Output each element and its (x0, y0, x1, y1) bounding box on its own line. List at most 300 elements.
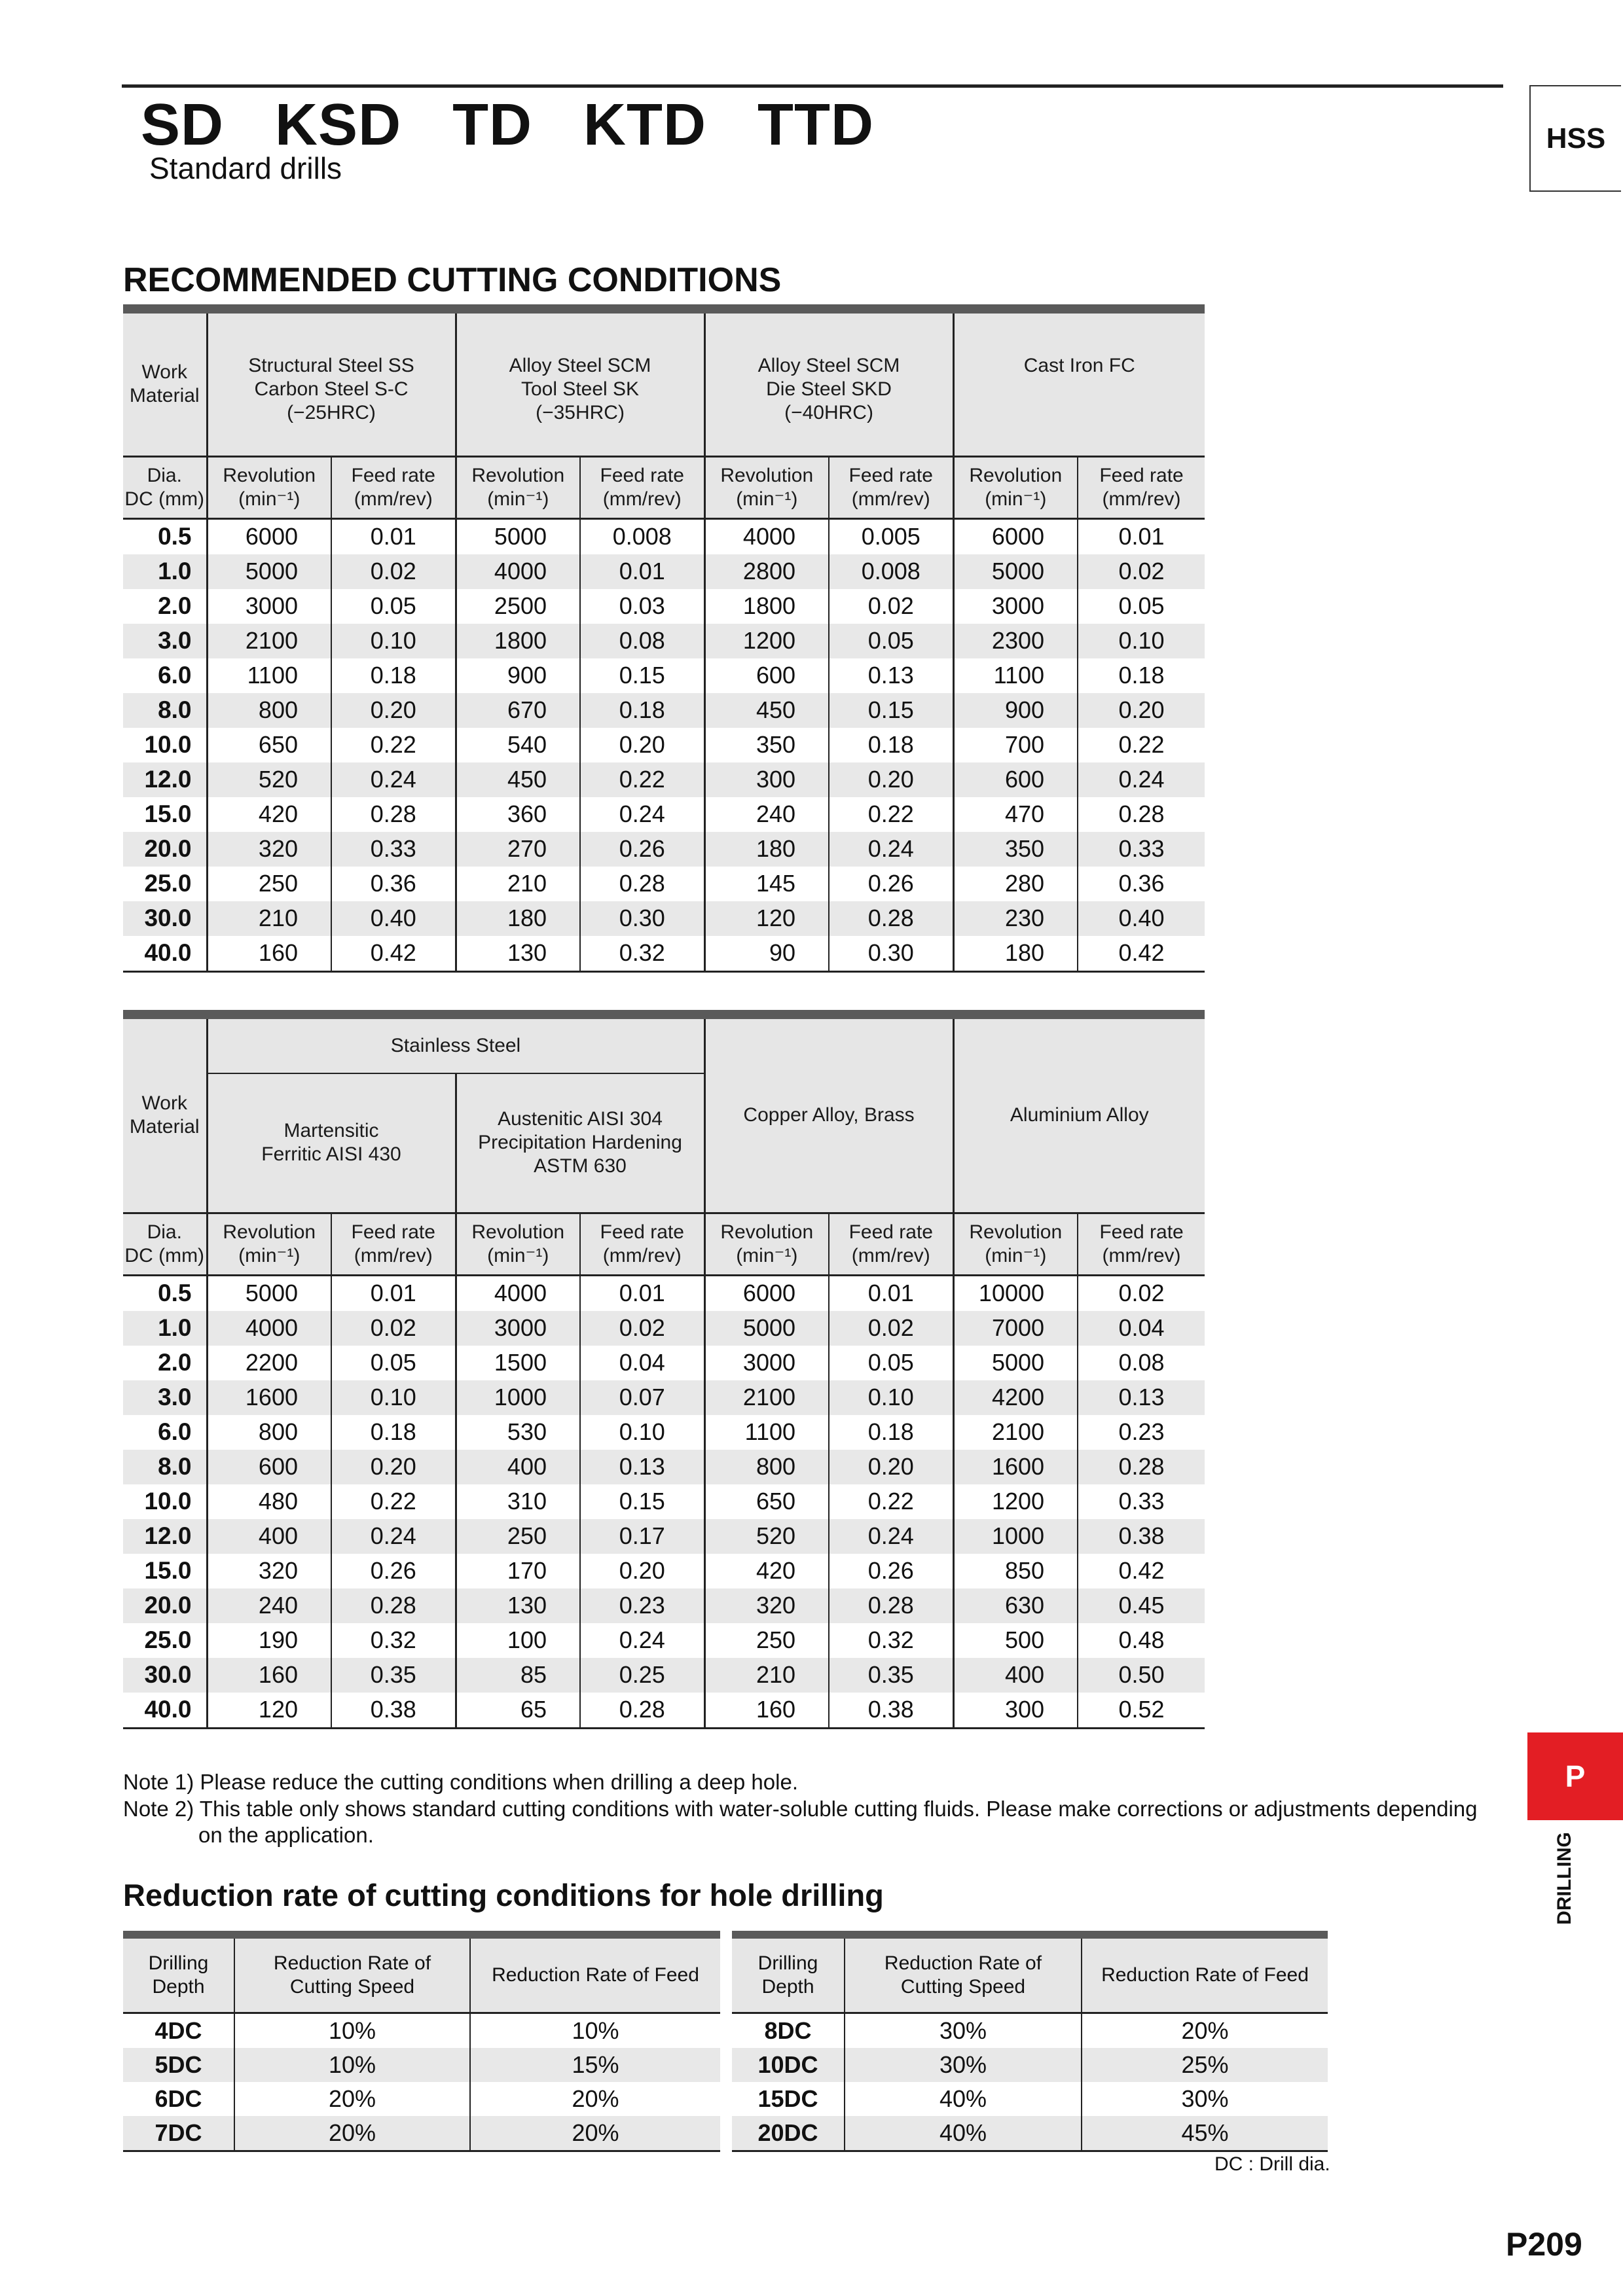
drilling-depth-cell: 8DC (764, 2017, 812, 2044)
feed-rate-cell: 0.10 (331, 1380, 456, 1415)
revolution-cell: 190 (207, 1623, 331, 1658)
feed-rate-cell: 0.10 (580, 1415, 704, 1450)
feed-rate-cell: 0.24 (1078, 762, 1205, 797)
revolution-cell: 650 (207, 728, 331, 762)
revolution-cell: 800 (207, 693, 331, 728)
revolution-cell: 850 (953, 1554, 1078, 1588)
drilling-depth-cell: 10DC (732, 2048, 845, 2082)
feed-label: Feed rate (mm/rev) (331, 456, 456, 518)
revolution-cell: 270 (456, 832, 580, 867)
hss-tag: HSS (1529, 85, 1621, 192)
rev-label: Revolution (min⁻¹) (207, 1213, 331, 1275)
feed-rate-cell: 0.01 (580, 554, 704, 589)
feed-rate-cell: 0.45 (1078, 1588, 1205, 1623)
revolution-cell: 250 (456, 1519, 580, 1554)
revolution-cell: 3000 (207, 589, 331, 624)
feed-rate-cell: 0.02 (1078, 1275, 1205, 1311)
revolution-cell: 1800 (704, 589, 829, 624)
feed-rate-cell: 0.22 (331, 728, 456, 762)
martensitic-header (207, 1073, 456, 1213)
feed-rate-cell: 0.02 (331, 1311, 456, 1346)
feed-rate-cell: 0.28 (331, 797, 456, 832)
page-subtitle: Standard drills (149, 151, 342, 185)
cutting-conditions-table-2 (123, 1010, 1205, 1729)
feed-rate-cell: 0.05 (1078, 589, 1205, 624)
table-row (123, 762, 1205, 797)
feed-rate-cell: 0.02 (331, 554, 456, 589)
revolution-cell: 5000 (207, 1275, 331, 1311)
revolution-cell: 6000 (953, 518, 1078, 554)
revolution-cell: 470 (953, 797, 1078, 832)
revolution-cell: 1000 (953, 1519, 1078, 1554)
dia-cell: 15.0 (144, 800, 192, 827)
revolution-cell: 300 (704, 762, 829, 797)
work-material-label: Work Material (123, 1014, 207, 1213)
revolution-cell: 320 (207, 832, 331, 867)
dia-cell: 20.0 (123, 832, 207, 867)
revolution-cell: 1100 (953, 658, 1078, 693)
revolution-cell: 4000 (456, 554, 580, 589)
feed-rate-cell: 0.08 (580, 624, 704, 658)
drilling-depth-cell: 5DC (123, 2048, 234, 2082)
revolution-cell: 7000 (953, 1311, 1078, 1346)
table-row (732, 2116, 1328, 2151)
dia-cell: 1.0 (123, 1311, 207, 1346)
revolution-cell: 6000 (704, 1275, 829, 1311)
speed-reduction-cell: 30% (845, 2048, 1082, 2082)
reduction-table-right (732, 1931, 1328, 2152)
revolution-cell: 160 (207, 936, 331, 972)
feed-rate-cell: 0.24 (580, 1623, 704, 1658)
revolution-cell: 450 (704, 693, 829, 728)
note-2-continued: on the application. (198, 1823, 374, 1847)
dia-cell: 1.0 (123, 554, 207, 589)
drilling-depth-cell: 15DC (757, 2085, 818, 2112)
revolution-cell: 4000 (704, 518, 829, 554)
revolution-cell: 300 (953, 1693, 1078, 1729)
revolution-cell: 360 (456, 797, 580, 832)
feed-rate-cell: 0.10 (331, 624, 456, 658)
feed-rate-cell: 0.02 (829, 1311, 953, 1346)
speed-reduction-cell: 40% (845, 2082, 1082, 2116)
austenitic-header (456, 1073, 704, 1213)
feed-rate-cell: 0.02 (829, 589, 953, 624)
material-group-2 (456, 309, 704, 456)
feed-rate-cell: 0.05 (331, 1346, 456, 1380)
revolution-cell: 650 (704, 1484, 829, 1519)
dia-cell: 10.0 (144, 731, 192, 758)
feed-rate-cell: 0.04 (580, 1346, 704, 1380)
table-row (123, 1311, 1205, 1346)
table-row (123, 867, 1205, 901)
feed-rate-cell: 0.20 (1078, 693, 1205, 728)
dia-cell: 3.0 (123, 1380, 207, 1415)
section-title-cutting-conditions: RECOMMENDED CUTTING CONDITIONS (123, 261, 782, 299)
feed-rate-cell: 0.42 (1078, 1554, 1205, 1588)
feed-rate-cell: 0.22 (1078, 728, 1205, 762)
revolution-cell: 90 (704, 936, 829, 972)
revolution-cell: 6000 (207, 518, 331, 554)
revolution-cell: 5000 (953, 554, 1078, 589)
reduction-speed-header: Reduction Rate of Cutting Speed (234, 1935, 470, 2013)
table-row (123, 2082, 720, 2116)
feed-rate-cell: 0.52 (1078, 1693, 1205, 1729)
table-row (123, 518, 1205, 554)
reduction-feed-header: Reduction Rate of Feed (1082, 1935, 1328, 2013)
feed-rate-cell: 0.24 (580, 797, 704, 832)
revolution-cell: 120 (704, 901, 829, 936)
group3-line3: (−40HRC) (784, 402, 873, 423)
revolution-cell: 160 (207, 1658, 331, 1693)
feed-rate-cell: 0.23 (580, 1588, 704, 1623)
feed-rate-cell: 0.20 (829, 1450, 953, 1484)
group3-line2: Die Steel SKD (766, 378, 892, 400)
feed-rate-cell: 0.28 (1078, 797, 1205, 832)
speed-reduction-cell: 20% (234, 2082, 470, 2116)
feed-rate-cell: 0.10 (1078, 624, 1205, 658)
feed-rate-cell: 0.26 (829, 867, 953, 901)
feed-rate-cell: 0.24 (331, 762, 456, 797)
feed-rate-cell: 0.38 (331, 1693, 456, 1729)
feed-rate-cell: 0.42 (1078, 936, 1205, 972)
feed-rate-cell: 0.22 (829, 1484, 953, 1519)
dia-cell: 30.0 (123, 901, 207, 936)
feed-rate-cell: 0.07 (580, 1380, 704, 1415)
revolution-cell: 4000 (207, 1311, 331, 1346)
dia-cell: 8.0 (123, 693, 207, 728)
feed-rate-cell: 0.18 (829, 728, 953, 762)
revolution-cell: 1100 (207, 658, 331, 693)
revolution-cell: 530 (456, 1415, 580, 1450)
group2-line1: Alloy Steel SCM (509, 355, 651, 376)
feed-rate-cell: 0.008 (829, 554, 953, 589)
revolution-cell: 1800 (456, 624, 580, 658)
feed-rate-cell: 0.42 (331, 936, 456, 972)
page-number: P209 (1506, 2226, 1582, 2263)
table-row (123, 1519, 1205, 1554)
revolution-cell: 210 (207, 901, 331, 936)
dia-cell: 2.0 (158, 1349, 192, 1376)
table-row (123, 1693, 1205, 1729)
feed-label: Feed rate (mm/rev) (829, 456, 953, 518)
revolution-cell: 320 (207, 1554, 331, 1588)
revolution-cell: 540 (456, 728, 580, 762)
feed-rate-cell: 0.24 (829, 1519, 953, 1554)
feed-label: Feed rate (mm/rev) (580, 456, 704, 518)
feed-reduction-cell: 20% (470, 2082, 720, 2116)
feed-rate-cell: 0.03 (580, 589, 704, 624)
dia-label: Dia. DC (mm) (123, 456, 207, 518)
feed-rate-cell: 0.15 (580, 1484, 704, 1519)
revolution-cell: 5000 (704, 1311, 829, 1346)
cutting-conditions-table-1 (123, 304, 1205, 973)
feed-label: Feed rate (mm/rev) (1078, 1213, 1205, 1275)
revolution-cell: 130 (456, 936, 580, 972)
feed-rate-cell: 0.01 (1078, 518, 1205, 554)
dia-cell: 8.0 (123, 1450, 207, 1484)
revolution-cell: 2100 (953, 1415, 1078, 1450)
rev-label: Revolution (min⁻¹) (456, 1213, 580, 1275)
feed-rate-cell: 0.08 (1078, 1346, 1205, 1380)
rev-label: Revolution (min⁻¹) (953, 456, 1078, 518)
feed-rate-cell: 0.32 (580, 936, 704, 972)
revolution-cell: 400 (207, 1519, 331, 1554)
revolution-cell: 800 (704, 1450, 829, 1484)
revolution-cell: 320 (704, 1588, 829, 1623)
table-row (123, 693, 1205, 728)
revolution-cell: 480 (207, 1484, 331, 1519)
group1-line1: Structural Steel SS (248, 355, 414, 376)
note-1: Note 1) Please reduce the cutting conditions when drilling a deep hole. (123, 1770, 798, 1794)
drilling-depth-cell: 6DC (155, 2085, 202, 2112)
revolution-cell: 670 (456, 693, 580, 728)
speed-reduction-cell: 10% (234, 2048, 470, 2082)
feed-rate-cell: 0.33 (1078, 1484, 1205, 1519)
dia-cell: 10.0 (144, 1488, 192, 1515)
feed-rate-cell: 0.40 (1078, 901, 1205, 936)
feed-reduction-cell: 30% (1082, 2082, 1328, 2116)
revolution-cell: 1000 (456, 1380, 580, 1415)
revolution-cell: 120 (207, 1693, 331, 1729)
feed-rate-cell: 0.18 (829, 1415, 953, 1450)
feed-rate-cell: 0.30 (580, 901, 704, 936)
revolution-cell: 85 (456, 1658, 580, 1693)
revolution-cell: 5000 (953, 1346, 1078, 1380)
revolution-cell: 5000 (456, 518, 580, 554)
copper-alloy-header: Copper Alloy, Brass (704, 1014, 953, 1213)
revolution-cell: 630 (953, 1588, 1078, 1623)
rev-label: Revolution (min⁻¹) (207, 456, 331, 518)
dia-cell: 15.0 (144, 1557, 192, 1584)
group1-line3: (−25HRC) (287, 402, 376, 423)
feed-rate-cell: 0.01 (331, 518, 456, 554)
feed-rate-cell: 0.13 (829, 658, 953, 693)
material-group-1 (207, 309, 456, 456)
table-row (123, 1346, 1205, 1380)
dia-cell: 0.5 (123, 518, 207, 554)
feed-rate-cell: 0.24 (829, 832, 953, 867)
feed-rate-cell: 0.30 (829, 936, 953, 972)
dia-cell: 12.0 (123, 762, 207, 797)
speed-reduction-cell: 20% (234, 2116, 470, 2151)
revolution-cell: 180 (456, 901, 580, 936)
feed-reduction-cell: 25% (1082, 2048, 1328, 2082)
feed-rate-cell: 0.02 (1078, 554, 1205, 589)
feed-rate-cell: 0.13 (1078, 1380, 1205, 1415)
revolution-cell: 400 (456, 1450, 580, 1484)
feed-rate-cell: 0.32 (829, 1623, 953, 1658)
table-row (123, 624, 1205, 658)
dia-cell: 20.0 (123, 1588, 207, 1623)
feed-rate-cell: 0.20 (331, 693, 456, 728)
revolution-cell: 100 (456, 1623, 580, 1658)
feed-rate-cell: 0.50 (1078, 1658, 1205, 1693)
material-group-4 (953, 309, 1205, 456)
feed-rate-cell: 0.24 (331, 1519, 456, 1554)
dia-cell: 2.0 (158, 592, 192, 619)
material-group-3 (704, 309, 953, 456)
revolution-cell: 250 (207, 867, 331, 901)
feed-rate-cell: 0.38 (829, 1693, 953, 1729)
feed-rate-cell: 0.01 (829, 1275, 953, 1311)
revolution-cell: 4000 (456, 1275, 580, 1311)
drilling-side-label (1545, 1826, 1584, 1931)
stainless-steel-header: Stainless Steel (207, 1014, 704, 1073)
section-title-reduction-rate: Reduction rate of cutting conditions for hole drilling (123, 1878, 884, 1912)
revolution-cell: 210 (456, 867, 580, 901)
revolution-cell: 700 (953, 728, 1078, 762)
dia-cell: 3.0 (123, 624, 207, 658)
feed-rate-cell: 0.13 (580, 1450, 704, 1484)
revolution-cell: 2100 (207, 624, 331, 658)
rev-label: Revolution (min⁻¹) (953, 1213, 1078, 1275)
feed-rate-cell: 0.36 (1078, 867, 1205, 901)
feed-rate-cell: 0.18 (331, 658, 456, 693)
table-row (732, 2082, 1328, 2116)
speed-reduction-cell: 30% (845, 2013, 1082, 2049)
dia-cell: 25.0 (144, 870, 192, 897)
feed-rate-cell: 0.15 (580, 658, 704, 693)
revolution-cell: 3000 (456, 1311, 580, 1346)
revolution-cell: 240 (704, 797, 829, 832)
revolution-cell: 1100 (704, 1415, 829, 1450)
feed-rate-cell: 0.26 (580, 832, 704, 867)
revolution-cell: 3000 (953, 589, 1078, 624)
feed-label: Feed rate (mm/rev) (331, 1213, 456, 1275)
feed-rate-cell: 0.25 (580, 1658, 704, 1693)
group2-line3: (−35HRC) (536, 402, 625, 423)
note-2: Note 2) This table only shows standard cutting conditions with water-soluble cutting fluids. Please make corrections or adjustments depending (123, 1797, 1478, 1821)
revolution-cell: 350 (953, 832, 1078, 867)
speed-reduction-cell: 10% (234, 2013, 470, 2049)
revolution-cell: 2500 (456, 589, 580, 624)
feed-rate-cell: 0.23 (1078, 1415, 1205, 1450)
feed-rate-cell: 0.01 (331, 1275, 456, 1311)
category-tab-p: P (1527, 1732, 1623, 1820)
feed-rate-cell: 0.28 (580, 1693, 704, 1729)
feed-rate-cell: 0.02 (580, 1311, 704, 1346)
feed-rate-cell: 0.26 (829, 1554, 953, 1588)
revolution-cell: 900 (456, 658, 580, 693)
dia-cell: 30.0 (123, 1658, 207, 1693)
group4-line1: Cast Iron FC (1023, 355, 1135, 376)
feed-rate-cell: 0.17 (580, 1519, 704, 1554)
feed-rate-cell: 0.18 (580, 693, 704, 728)
revolution-cell: 800 (207, 1415, 331, 1450)
drilling-label: DRILLING (1554, 1832, 1575, 1925)
feed-rate-cell: 0.10 (829, 1380, 953, 1415)
revolution-cell: 180 (704, 832, 829, 867)
revolution-cell: 2100 (704, 1380, 829, 1415)
revolution-cell: 600 (953, 762, 1078, 797)
table-row (123, 2116, 720, 2151)
dia-cell: 40.0 (144, 939, 192, 966)
table-row (123, 936, 1205, 972)
feed-reduction-cell: 10% (470, 2013, 720, 2049)
revolution-cell: 4200 (953, 1380, 1078, 1415)
drilling-depth-cell: 20DC (732, 2116, 845, 2151)
feed-rate-cell: 0.20 (580, 728, 704, 762)
feed-rate-cell: 0.005 (829, 518, 953, 554)
speed-reduction-cell: 40% (845, 2116, 1082, 2151)
austenitic-line2: Precipitation Hardening (478, 1132, 682, 1154)
revolution-cell: 520 (704, 1519, 829, 1554)
dia-cell: 12.0 (123, 1519, 207, 1554)
feed-rate-cell: 0.04 (1078, 1311, 1205, 1346)
feed-rate-cell: 0.22 (331, 1484, 456, 1519)
table-row (732, 2048, 1328, 2082)
revolution-cell: 180 (953, 936, 1078, 972)
dc-footnote: DC : Drill dia. (1214, 2153, 1330, 2175)
table-row (123, 1588, 1205, 1623)
feed-label: Feed rate (mm/rev) (829, 1213, 953, 1275)
table-row (123, 1450, 1205, 1484)
rev-label: Revolution (min⁻¹) (704, 1213, 829, 1275)
feed-rate-cell: 0.01 (580, 1275, 704, 1311)
feed-rate-cell: 0.35 (331, 1658, 456, 1693)
top-rule (122, 84, 1503, 88)
feed-rate-cell: 0.28 (829, 1588, 953, 1623)
martensitic-line1: Martensitic (283, 1120, 379, 1142)
feed-rate-cell: 0.33 (1078, 832, 1205, 867)
revolution-cell: 600 (704, 658, 829, 693)
drilling-depth-header: Drilling Depth (732, 1935, 845, 2013)
revolution-cell: 450 (456, 762, 580, 797)
group1-line2: Carbon Steel S-C (254, 378, 409, 400)
table-row (123, 797, 1205, 832)
feed-rate-cell: 0.36 (331, 867, 456, 901)
revolution-cell: 500 (953, 1623, 1078, 1658)
reduction-speed-header: Reduction Rate of Cutting Speed (845, 1935, 1082, 2013)
revolution-cell: 2800 (704, 554, 829, 589)
table-row (123, 1380, 1205, 1415)
revolution-cell: 145 (704, 867, 829, 901)
revolution-cell: 130 (456, 1588, 580, 1623)
revolution-cell: 350 (704, 728, 829, 762)
revolution-cell: 900 (953, 693, 1078, 728)
feed-rate-cell: 0.26 (331, 1554, 456, 1588)
feed-rate-cell: 0.05 (829, 624, 953, 658)
rev-label: Revolution (min⁻¹) (456, 456, 580, 518)
group3-line1: Alloy Steel SCM (757, 355, 900, 376)
feed-rate-cell: 0.48 (1078, 1623, 1205, 1658)
table-row (123, 1275, 1205, 1311)
feed-rate-cell: 0.28 (580, 867, 704, 901)
table-row (123, 2013, 720, 2049)
reduction-table-left (123, 1931, 720, 2152)
table-row (123, 728, 1205, 762)
revolution-cell: 2300 (953, 624, 1078, 658)
table-row (123, 1484, 1205, 1519)
revolution-cell: 1200 (704, 624, 829, 658)
austenitic-line3: ASTM 630 (534, 1155, 627, 1177)
revolution-cell: 240 (207, 1588, 331, 1623)
revolution-cell: 1500 (456, 1346, 580, 1380)
dia-cell: 0.5 (123, 1275, 207, 1311)
drilling-depth-cell: 4DC (155, 2017, 202, 2044)
rev-label: Revolution (min⁻¹) (704, 456, 829, 518)
feed-rate-cell: 0.28 (829, 901, 953, 936)
dia-label: Dia. DC (mm) (123, 1213, 207, 1275)
table-row (123, 832, 1205, 867)
feed-rate-cell: 0.20 (829, 762, 953, 797)
table-row (123, 901, 1205, 936)
austenitic-line1: Austenitic AISI 304 (498, 1108, 663, 1130)
feed-rate-cell: 0.35 (829, 1658, 953, 1693)
revolution-cell: 1200 (953, 1484, 1078, 1519)
feed-rate-cell: 0.20 (331, 1450, 456, 1484)
feed-rate-cell: 0.38 (1078, 1519, 1205, 1554)
